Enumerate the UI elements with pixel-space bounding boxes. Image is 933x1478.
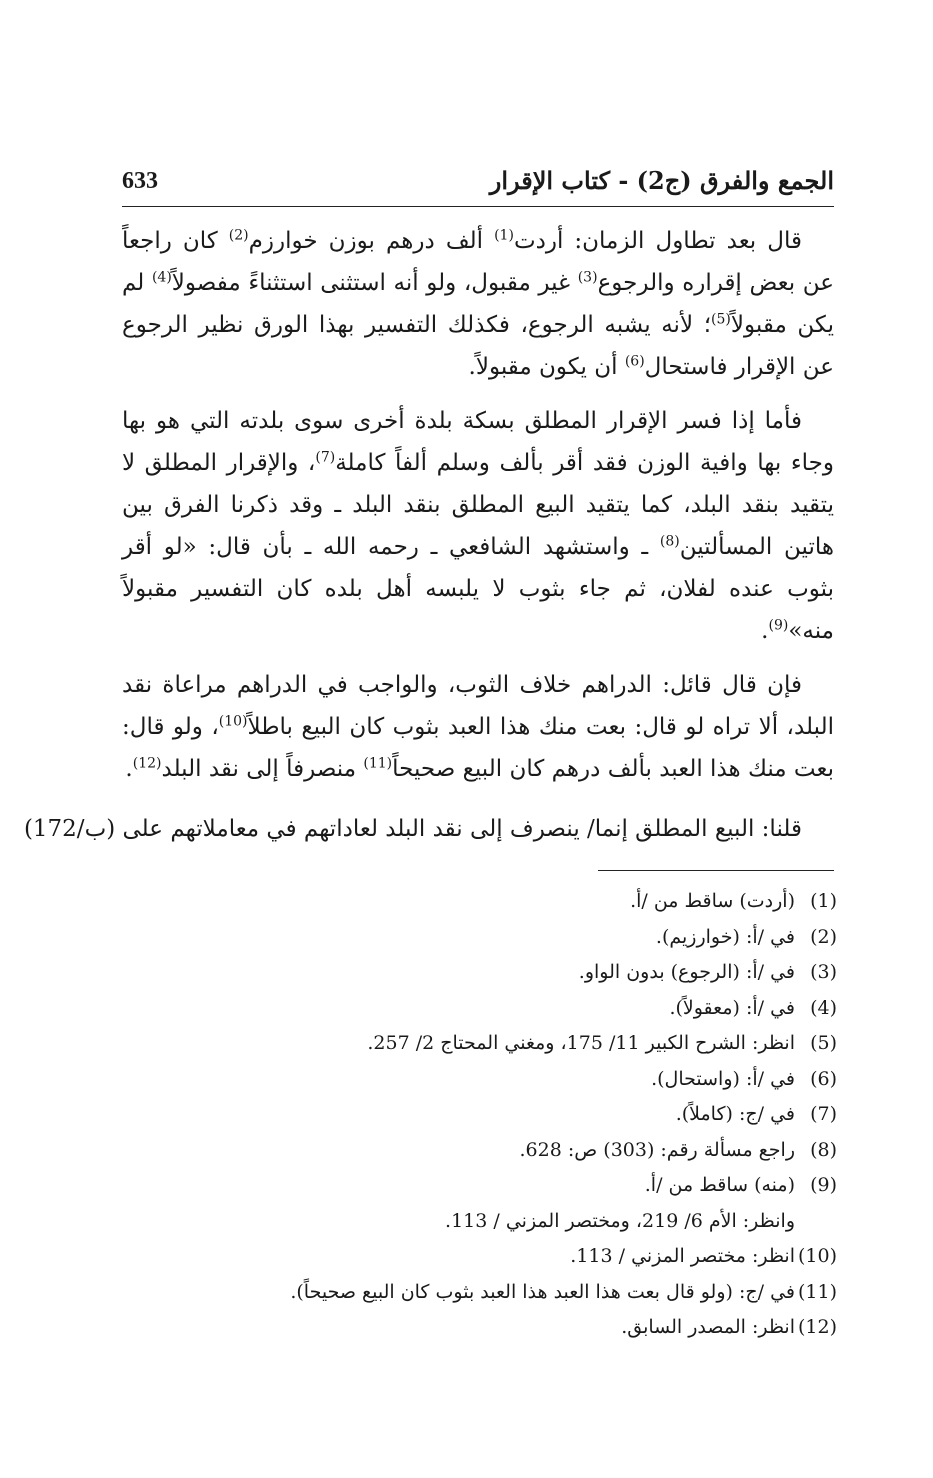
footnote-ref: (2) xyxy=(228,227,249,244)
footnote-ref: (8) xyxy=(659,533,680,550)
footnote-text: في /ج: (كاملاً). xyxy=(675,1103,795,1125)
footnote-ref: (10) xyxy=(218,713,248,730)
footnote-number: (1) xyxy=(810,890,837,912)
main-text xyxy=(23,220,834,850)
text-run: فأما إذا فسر الإقرار المطلق بسكة بلدة أخرى سوى بلدته التي هو بها وجاء بها وافية الوزن فقد أقر بألف وسلم ألفاً كاملة xyxy=(122,408,834,476)
footnote-text: وانظر: الأم 6/ 219، ومختصر المزني / 113. xyxy=(445,1209,795,1232)
footnote-ref: (6) xyxy=(624,353,645,370)
footnote-item xyxy=(277,1204,837,1240)
footnote-number: (6) xyxy=(810,1067,837,1090)
footnote-item xyxy=(277,884,837,920)
footnote-item xyxy=(277,1168,837,1204)
footnote-ref: (7) xyxy=(315,449,336,466)
footnote-ref: (11) xyxy=(363,755,393,772)
footnote-item xyxy=(277,1097,837,1133)
running-header xyxy=(122,166,834,207)
footnote-ref: (4) xyxy=(151,269,172,286)
footnote-text: في /أ: (الرجوع) بدون الواو. xyxy=(578,961,795,983)
footnote-separator xyxy=(598,870,834,871)
text-run: لم يكن مقبولاً xyxy=(122,270,834,338)
footnote-number: (9) xyxy=(810,1174,837,1196)
text-run: ألف درهم بوزن خوارزم xyxy=(248,228,495,254)
footnote-ref: (12) xyxy=(132,755,162,772)
footnote-item xyxy=(277,991,837,1027)
footnote-number: (7) xyxy=(810,1103,837,1125)
paragraph-3 xyxy=(122,664,834,790)
text-run: قال بعد تطاول الزمان: أردت xyxy=(513,228,802,254)
footnote-text: انظر: مختصر المزني / 113. xyxy=(570,1245,795,1267)
footnote-item xyxy=(277,920,837,956)
page-number: 633 xyxy=(122,168,158,194)
footnote-item xyxy=(277,1026,837,1062)
text-run: ـ واستشهد الشافعي ـ رحمه الله ـ بأن قال: «لو أقر بثوب عنده لفلان، ثم جاء بثوب لا يلبسه أهل بلده كان التفسير مقبولاً منه» xyxy=(122,534,834,644)
footnote-number: (4) xyxy=(810,996,837,1019)
footnote-text: انظر: المصدر السابق. xyxy=(621,1316,795,1338)
text-run: ؛ لأنه يشبه الرجوع، فكذلك التفسير بهذا الورق نظير الرجوع عن الإقرار فاستحال xyxy=(122,312,834,380)
footnote-text: (أردت) ساقط من /أ. xyxy=(630,890,795,912)
book-title: الجمع والفرق (ج2) - كتاب الإقرار xyxy=(489,166,834,195)
paragraph-4 xyxy=(22,808,834,850)
footnotes-list xyxy=(277,884,837,1346)
text-run: ، والإقرار المطلق لا يتقيد بنقد البلد، كما يتقيد البيع المطلق بنقد البلد ـ وقد ذكرنا الفرق بين هاتين المسألتين xyxy=(122,450,834,560)
footnote-number: (2) xyxy=(810,925,837,948)
paragraph-1 xyxy=(122,220,834,388)
footnote-ref: (5) xyxy=(711,311,731,328)
footnote-number: (11) xyxy=(797,1280,837,1303)
footnote-number: (5) xyxy=(810,1032,837,1054)
footnote-text: انظر: الشرح الكبير 11/ 175، ومغني المحتاج 2/ 257. xyxy=(367,1032,795,1054)
footnote-item xyxy=(277,955,837,991)
paragraph-2 xyxy=(122,400,834,652)
text-run: ، ولو قال: بعت منك هذا العبد بألف درهم كان البيع صحيحاً xyxy=(122,714,834,782)
footnote-item xyxy=(277,1239,837,1275)
footnote-number: (8) xyxy=(810,1138,837,1161)
footnote-item xyxy=(277,1133,837,1169)
footnote-number: (12) xyxy=(797,1316,837,1338)
footnote-ref: (3) xyxy=(577,269,598,286)
text-run: فإن قال قائل: الدراهم خلاف الثوب، والواجب في الدراهم مراعاة نقد البلد، ألا تراه لو قال: بعت منك هذا العبد بثوب كان البيع باطلاً xyxy=(122,672,834,740)
footnote-text: في /أ: (واستحال). xyxy=(651,1067,795,1090)
footnote-item xyxy=(277,1310,837,1346)
text-run: منصرفاً إلى نقد البلد xyxy=(161,756,364,782)
footnote-text: راجع مسألة رقم: (303) ص: 628. xyxy=(519,1138,795,1161)
footnote-ref: (9) xyxy=(768,617,789,634)
footnote-number: (3) xyxy=(810,961,837,983)
text-run: قلنا: البيع المطلق إنما/ ينصرف إلى نقد البلد لعاداتهم في معاملاتهم على xyxy=(122,816,802,842)
footnote-text: (منه) ساقط من /أ. xyxy=(644,1174,795,1196)
text-run: أن يكون مقبولاً. xyxy=(468,354,625,380)
text-run: غير مقبول، ولو أنه استثنى استثناءً مفصولاً xyxy=(171,270,578,296)
text-run: . xyxy=(125,756,133,782)
footnote-item xyxy=(277,1062,837,1098)
text-run: كان راجعاً عن بعض إقراره والرجوع xyxy=(122,228,834,296)
footnote-text: في /أ: (خوارزيم). xyxy=(655,925,795,948)
folio-marker: (172/ب) xyxy=(23,816,116,842)
footnote-item xyxy=(277,1275,837,1311)
footnote-ref: (1) xyxy=(494,227,514,244)
footnote-number: (10) xyxy=(797,1245,837,1267)
footnote-text: في /أ: (معقولاً). xyxy=(669,996,795,1019)
text-run: . xyxy=(761,618,769,644)
footnote-text: في /ج: (ولو قال بعت هذا العبد هذا العبد بثوب كان البيع صحيحاً). xyxy=(290,1280,795,1303)
